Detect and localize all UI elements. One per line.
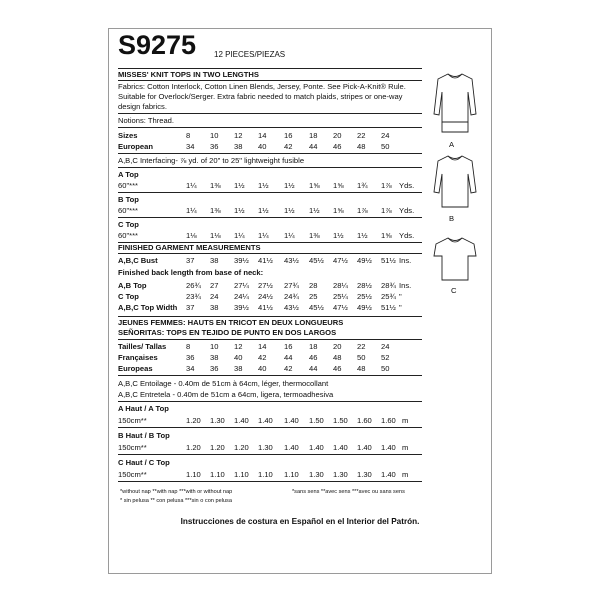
european-size-value: 40 <box>258 142 267 151</box>
fabric-width-metric: 150cm** <box>118 443 147 452</box>
francaise-value: 40 <box>234 353 243 362</box>
yardage-unit: Yds. <box>399 181 415 190</box>
view-label-b: B <box>449 214 455 223</box>
back-length-value: 27¼ <box>234 281 249 290</box>
metric-value: 1.40 <box>309 443 324 452</box>
metric-value: 1.40 <box>333 443 348 452</box>
size-value: 16 <box>284 131 293 140</box>
divider <box>118 68 422 69</box>
metric-value: 1.10 <box>234 470 249 479</box>
metric-value: 1.40 <box>284 416 299 425</box>
metric-value: 1.10 <box>258 470 273 479</box>
metric-view-label: C Haut / C Top <box>118 458 170 467</box>
back-length-value: 28¼ <box>333 281 348 290</box>
back-length-value: 24¾ <box>284 292 299 301</box>
back-length-value: 37 <box>186 303 195 312</box>
europea-value: 36 <box>210 364 219 373</box>
footnotes-english: *without nap **with nap ***with or without nap <box>120 489 233 495</box>
bust-value: 45½ <box>309 256 324 265</box>
size-value: 8 <box>186 131 191 140</box>
size-value: 18 <box>309 131 318 140</box>
footnotes-french: *sans sens **avec sens ***avec ou sans sens <box>292 489 405 495</box>
yardage-value: 1⅜ <box>210 206 221 215</box>
yardage-view-label: C Top <box>118 220 139 229</box>
back-length-unit: Ins. <box>399 281 412 290</box>
metric-value: 1.30 <box>258 443 273 452</box>
yardage-view-label: B Top <box>118 195 139 204</box>
fabrics-line-1: Fabrics: Cotton Interlock, Cotton Linen Blends, Jersey, Ponte. See Pick-A-Knit® Rule. <box>118 82 406 91</box>
yardage-value: 1¼ <box>284 231 295 240</box>
bust-value: 41½ <box>258 256 273 265</box>
title-english: MISSES' KNIT TOPS IN TWO LENGTHS <box>118 70 259 79</box>
divider <box>118 454 422 455</box>
taille-value: 16 <box>284 342 293 351</box>
title-french: JEUNES FEMMES: HAUTS EN TRICOT EN DEUX LONGUEURS <box>118 318 344 327</box>
back-length-value: 47½ <box>333 303 348 312</box>
europea-value: 46 <box>333 364 342 373</box>
back-length-value: 28 <box>309 281 318 290</box>
divider <box>118 113 422 114</box>
back-length-value: 23¾ <box>186 292 201 301</box>
francaise-value: 52 <box>381 353 390 362</box>
bust-label: A,B,C Bust <box>118 256 158 265</box>
yardage-view-label: A Top <box>118 170 139 179</box>
metric-value: 1.20 <box>210 443 225 452</box>
yardage-value: 1½ <box>357 231 368 240</box>
fabric-width: 60"*** <box>118 231 139 240</box>
europea-value: 42 <box>284 364 293 373</box>
back-length-value: 27½ <box>258 281 273 290</box>
back-length-value: 25¼ <box>333 292 348 301</box>
bust-value: 39½ <box>234 256 249 265</box>
metric-unit: m <box>402 470 409 479</box>
taille-value: 22 <box>357 342 366 351</box>
metric-unit: m <box>402 416 409 425</box>
yardage-unit: Yds. <box>399 231 415 240</box>
finished-title: FINISHED GARMENT MEASUREMENTS <box>118 243 261 252</box>
european-size-value: 38 <box>234 142 243 151</box>
back-length-value: 51½ <box>381 303 396 312</box>
taille-value: 20 <box>333 342 342 351</box>
yardage-value: 1½ <box>309 206 320 215</box>
metric-value: 1.40 <box>258 416 273 425</box>
view-label-a: A <box>449 140 455 149</box>
notions: Notions: Thread. <box>118 116 175 125</box>
yardage-value: 1½ <box>234 206 245 215</box>
francaise-value: 44 <box>284 353 293 362</box>
francaise-value: 38 <box>210 353 219 362</box>
metric-value: 1.20 <box>186 416 201 425</box>
european-size-value: 46 <box>333 142 342 151</box>
divider <box>118 217 422 218</box>
size-value: 10 <box>210 131 219 140</box>
entoilage: A,B,C Entoilage - 0.40m de 51cm à 64cm, léger, thermocollant <box>118 379 329 388</box>
back-length-label: A,B Top <box>118 281 147 290</box>
european-size-value: 36 <box>210 142 219 151</box>
divider <box>118 167 422 168</box>
european-size-value: 50 <box>381 142 390 151</box>
europea-value: 50 <box>381 364 390 373</box>
taille-value: 10 <box>210 342 219 351</box>
size-value: 20 <box>333 131 342 140</box>
back-length-value: 28½ <box>357 281 372 290</box>
fabric-width: 60"*** <box>118 206 139 215</box>
yardage-value: 1⅛ <box>186 231 197 240</box>
pattern-number: S9275 <box>118 30 197 60</box>
fabrics-line-2: Suitable for Overlock/Serger. Extra fabric needed to match plaids, stripes or one-way <box>118 92 403 101</box>
metric-value: 1.30 <box>333 470 348 479</box>
yardage-value: 1½ <box>333 231 344 240</box>
europea-value: 38 <box>234 364 243 373</box>
size-value: 12 <box>234 131 243 140</box>
back-length-value: 27¾ <box>284 281 299 290</box>
view-b-drawing <box>430 152 480 212</box>
yardage-value: 1⅞ <box>357 206 368 215</box>
back-length-label: A,B,C Top Width <box>118 303 178 312</box>
taille-value: 14 <box>258 342 267 351</box>
bust-value: 43½ <box>284 256 299 265</box>
metric-unit: m <box>402 443 409 452</box>
metric-value: 1.30 <box>210 416 225 425</box>
size-value: 14 <box>258 131 267 140</box>
spanish-instructions-note: Instrucciones de costura en Español en el Interior del Patrón. <box>180 517 420 526</box>
back-length-value: 28¾ <box>381 281 396 290</box>
back-length-value: 25¾ <box>381 292 396 301</box>
fabric-width-metric: 150cm** <box>118 470 147 479</box>
yardage-value: 1⅜ <box>210 181 221 190</box>
francaise-value: 48 <box>333 353 342 362</box>
yardage-value: 1¼ <box>186 181 197 190</box>
francaises-label: Françaises <box>118 353 158 362</box>
european-size-value: 34 <box>186 142 195 151</box>
taille-value: 18 <box>309 342 318 351</box>
metric-value: 1.40 <box>381 443 396 452</box>
back-length-value: 38 <box>210 303 219 312</box>
yardage-value: 1⅝ <box>381 231 392 240</box>
europea-value: 34 <box>186 364 195 373</box>
bust-value: 47½ <box>333 256 348 265</box>
divider <box>118 80 422 81</box>
europeas-label: Europeas <box>118 364 153 373</box>
metric-value: 1.40 <box>284 443 299 452</box>
back-length-value: 24½ <box>258 292 273 301</box>
size-value: 22 <box>357 131 366 140</box>
title-spanish: SEÑORITAS: TOPS EN TEJIDO DE PUNTO EN DOS LARGOS <box>118 328 337 337</box>
francaise-value: 36 <box>186 353 195 362</box>
bust-value: 37 <box>186 256 195 265</box>
back-length-value: 41½ <box>258 303 273 312</box>
yardage-value: 1⅞ <box>381 206 392 215</box>
back-length-value: 24¼ <box>234 292 249 301</box>
metric-value: 1.10 <box>210 470 225 479</box>
metric-value: 1.30 <box>357 470 372 479</box>
divider <box>118 316 422 317</box>
back-length-unit: " <box>399 292 402 301</box>
yardage-value: 1¾ <box>357 181 368 190</box>
fabric-width: 60"*** <box>118 181 139 190</box>
bust-value: 49½ <box>357 256 372 265</box>
divider <box>118 375 422 376</box>
yardage-value: 1⅝ <box>309 181 320 190</box>
divider <box>118 127 422 128</box>
bust-value: 51½ <box>381 256 396 265</box>
metric-value: 1.40 <box>234 416 249 425</box>
interfacing: A,B,C Interfacing- ⅞ yd. of 20" to 25" lightweight fusible <box>118 156 305 165</box>
yardage-value: 1½ <box>284 181 295 190</box>
footnotes-spanish: * sin pelusa ** con pelusa ***sin o con pelusa <box>120 498 232 504</box>
back-length-value: 49½ <box>357 303 372 312</box>
europea-value: 40 <box>258 364 267 373</box>
yardage-value: 1¼ <box>258 231 269 240</box>
bust-value: 38 <box>210 256 219 265</box>
view-a-drawing <box>430 70 480 140</box>
yardage-value: 1½ <box>234 181 245 190</box>
francaise-value: 42 <box>258 353 267 362</box>
yardage-value: 1⅜ <box>309 231 320 240</box>
taille-value: 12 <box>234 342 243 351</box>
divider <box>118 153 422 154</box>
metric-value: 1.20 <box>186 443 201 452</box>
yardage-value: 1½ <box>258 181 269 190</box>
francaise-value: 50 <box>357 353 366 362</box>
divider <box>118 401 422 402</box>
european-size-value: 44 <box>309 142 318 151</box>
europea-value: 44 <box>309 364 318 373</box>
back-length-unit: " <box>399 303 402 312</box>
tailles-label: Tailles/ Tallas <box>118 342 167 351</box>
european-size-value: 42 <box>284 142 293 151</box>
divider <box>118 192 422 193</box>
back-length-value: 26¾ <box>186 281 201 290</box>
view-c-drawing <box>430 234 480 284</box>
metric-value: 1.10 <box>284 470 299 479</box>
metric-view-label: B Haut / B Top <box>118 431 170 440</box>
back-length-label: C Top <box>118 292 139 301</box>
yardage-value: 1⅛ <box>210 231 221 240</box>
fabric-width-metric: 150cm** <box>118 416 147 425</box>
taille-value: 8 <box>186 342 191 351</box>
yardage-value: 1¼ <box>234 231 245 240</box>
back-length-value: 25 <box>309 292 318 301</box>
metric-value: 1.40 <box>357 443 372 452</box>
metric-value: 1.50 <box>333 416 348 425</box>
european-label: European <box>118 142 154 151</box>
back-length-value: 27 <box>210 281 219 290</box>
yardage-value: 1½ <box>258 206 269 215</box>
europea-value: 48 <box>357 364 366 373</box>
sizes-label: Sizes <box>118 131 138 140</box>
yardage-value: 1½ <box>284 206 295 215</box>
metric-value: 1.20 <box>234 443 249 452</box>
piece-count: 12 PIECES/PIEZAS <box>214 50 286 59</box>
metric-view-label: A Haut / A Top <box>118 404 169 413</box>
back-length-value: 45½ <box>309 303 324 312</box>
back-length-value: 24 <box>210 292 219 301</box>
yardage-value: 1⅝ <box>333 181 344 190</box>
european-size-value: 48 <box>357 142 366 151</box>
divider <box>118 253 422 254</box>
back-length-value: 43½ <box>284 303 299 312</box>
back-length-value: 39½ <box>234 303 249 312</box>
metric-value: 1.60 <box>357 416 372 425</box>
divider <box>118 481 422 482</box>
yardage-value: 1⅞ <box>381 181 392 190</box>
back-length-value: 25½ <box>357 292 372 301</box>
size-value: 24 <box>381 131 390 140</box>
bust-unit: Ins. <box>399 256 412 265</box>
metric-value: 1.30 <box>309 470 324 479</box>
view-label-c: C <box>451 286 457 295</box>
divider <box>118 427 422 428</box>
divider <box>118 339 422 340</box>
francaise-value: 46 <box>309 353 318 362</box>
yardage-value: 1⅝ <box>333 206 344 215</box>
fabrics-line-3: design fabrics. <box>118 102 167 111</box>
metric-value: 1.10 <box>186 470 201 479</box>
yardage-value: 1¼ <box>186 206 197 215</box>
metric-value: 1.60 <box>381 416 396 425</box>
taille-value: 24 <box>381 342 390 351</box>
back-length-title: Finished back length from base of neck: <box>118 268 264 277</box>
metric-value: 1.40 <box>381 470 396 479</box>
entretela: A,B,C Entretela - 0.40m de 51cm a 64cm, ligera, termoadhesiva <box>118 390 334 399</box>
yardage-unit: Yds. <box>399 206 415 215</box>
metric-value: 1.50 <box>309 416 324 425</box>
